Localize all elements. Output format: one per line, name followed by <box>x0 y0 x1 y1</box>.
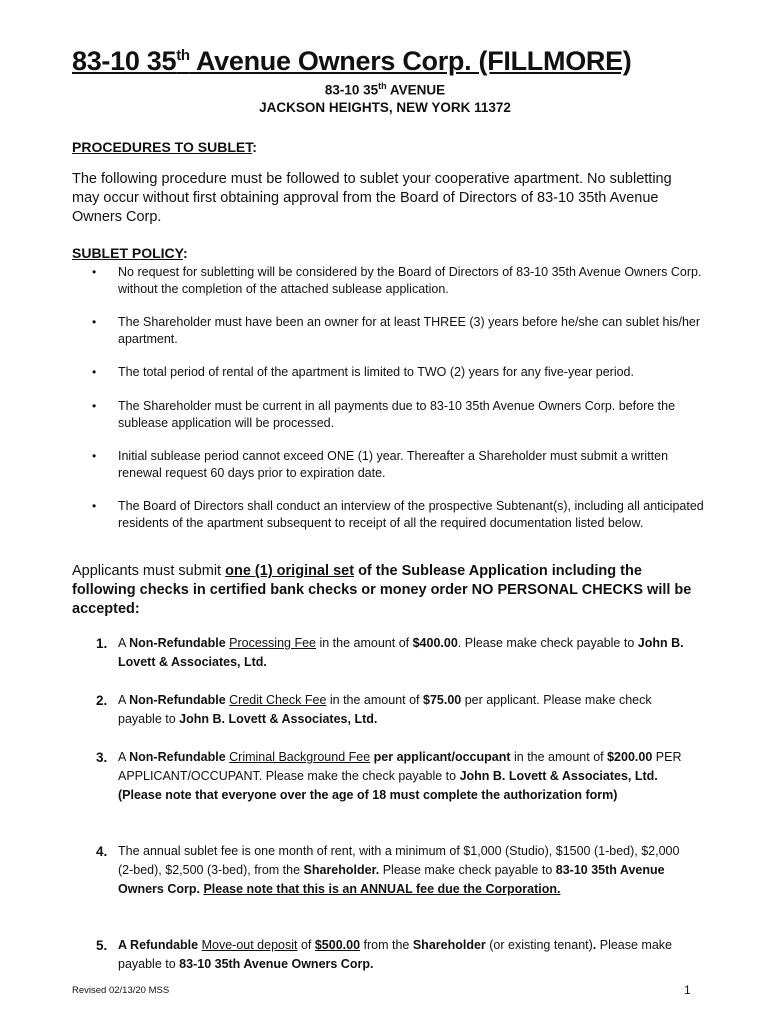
page-number: 1 <box>684 983 691 997</box>
policy-item-text: Initial sublease period cannot exceed ONE (1) year. Thereafter a Shareholder must submit a written renewal request 60 days prior to expiration date. <box>118 449 669 480</box>
fee-payee: 83-10 35th Avenue Owners Corp. <box>179 957 374 971</box>
fee-text-part: A <box>118 636 130 650</box>
fee-text <box>118 936 698 974</box>
title-part: Avenue Owners Corp. (FILLMORE) <box>189 46 632 76</box>
fee-text-part: per applicant. Please make check payable to <box>118 693 652 726</box>
procedures-heading <box>72 139 257 155</box>
fee-text-part: of <box>297 938 315 952</box>
fee-text-part: . <box>592 938 597 952</box>
fee-text <box>118 842 698 899</box>
bullet-icon: • <box>92 499 97 513</box>
bullet-icon: • <box>92 265 97 279</box>
fee-text-part: from the <box>360 938 413 952</box>
bullet-icon: • <box>92 399 97 413</box>
fee-text-part: in the amount of <box>510 750 608 764</box>
policy-heading <box>72 245 188 261</box>
applicants-emphasis: one (1) original set <box>225 563 355 579</box>
fee-text-part: Shareholder. <box>303 863 380 877</box>
fee-text-part: Non-Refundable <box>129 636 226 650</box>
address-superscript: th <box>378 81 387 91</box>
procedures-heading-colon: : <box>252 139 257 155</box>
applicants-text: Applicants must submit <box>72 563 226 579</box>
fee-text <box>118 748 698 805</box>
address-line-2: JACKSON HEIGHTS, NEW YORK 11372 <box>259 100 511 115</box>
bullet-icon: • <box>92 315 97 329</box>
fee-text-part: A <box>118 750 130 764</box>
address-part: 83-10 35 <box>324 82 379 98</box>
policy-heading-colon: : <box>182 245 188 261</box>
bullet-icon: • <box>92 365 97 379</box>
policy-item-text: The Shareholder must be current in all payments due to 83-10 35th Avenue Owners Corp. before the sublease application will be processed. <box>118 399 676 430</box>
address-line-1 <box>0 81 770 98</box>
revision-note: Revised 02/13/20 MSS <box>72 985 170 996</box>
fee-payee: 83-10 35th Avenue Owners Corp. <box>118 863 665 896</box>
address-part: AVENUE <box>386 82 446 98</box>
fee-payee: John B. Lovett & Associates, Ltd. (Please note that everyone over the age of 18 must complete the authorization form) <box>118 769 658 802</box>
fee-text-part: Move-out deposit <box>201 938 298 952</box>
fee-amount: $75.00 <box>423 693 462 707</box>
fee-text-part: Processing Fee <box>229 636 316 650</box>
fee-amount: $400.00 <box>412 636 458 650</box>
fee-amount: $500.00 <box>314 938 361 952</box>
title-part: 83-10 35 <box>72 46 177 76</box>
fee-text-part: . Please make check payable to <box>457 636 638 650</box>
procedures-text: The following procedure must be followed to sublet your cooperative apartment. No subletting may occur without first obtaining approval from the Board of Directors of 83-10 35th Avenue Owners Corp. <box>72 171 672 225</box>
fee-text-part: PER APPLICANT/OCCUPANT. Please make the check payable to <box>118 750 682 783</box>
fee-note: Please note that this is an ANNUAL fee due the Corporation. <box>203 882 561 896</box>
fee-text-part: Please make payable to <box>118 938 672 971</box>
bullet-icon: • <box>92 449 97 463</box>
fee-text-part: Non-Refundable <box>129 693 226 707</box>
fee-text <box>118 691 698 729</box>
fee-text <box>118 634 698 672</box>
applicants-paragraph <box>72 562 692 619</box>
fee-number: 4. <box>96 844 108 859</box>
applicants-emphasis: of the Sublease Application including the following checks in certified bank checks or money order NO PERSONAL CHECKS will be accepted: <box>72 563 692 617</box>
fee-text-part: (or existing tenant) <box>485 938 593 952</box>
fee-number: 5. <box>96 938 108 953</box>
fee-number: 1. <box>96 636 108 651</box>
fee-amount: $200.00 <box>607 750 653 764</box>
fee-number: 2. <box>96 693 108 708</box>
fee-text-part: in the amount of <box>316 636 413 650</box>
fee-text-part: Credit Check Fee <box>229 693 327 707</box>
policy-item-text: The Shareholder must have been an owner for at least THREE (3) years before he/she can sublet his/her apartment. <box>118 315 701 346</box>
title-superscript: th <box>176 47 190 64</box>
policy-item-text: The total period of rental of the apartment is limited to TWO (2) years for any five-year period. <box>118 365 634 379</box>
fee-text-part: Shareholder <box>412 938 486 952</box>
policy-item-text: The Board of Directors shall conduct an interview of the prospective Subtenant(s), including all anticipated residents of the apartment subsequent to receipt of all the required documentation listed below. <box>118 499 704 530</box>
fee-number: 3. <box>96 750 108 765</box>
fee-text-part: Non-Refundable <box>129 750 226 764</box>
fee-text-part: A Refundable <box>118 938 199 952</box>
fee-payee: John B. Lovett & Associates, Ltd. <box>118 636 684 669</box>
procedures-heading-text: PROCEDURES TO SUBLET <box>72 139 253 155</box>
fee-text-part: Criminal Background Fee <box>229 750 371 764</box>
fee-payee: John B. Lovett & Associates, Ltd. <box>179 712 378 726</box>
fee-text-part: per applicant/occupant <box>373 750 511 764</box>
fee-text-part: in the amount of <box>326 693 423 707</box>
policy-heading-text: SUBLET POLICY <box>72 245 183 261</box>
fee-text-part: A <box>118 693 130 707</box>
document-title <box>72 46 632 77</box>
fee-text-part: Please make check payable to <box>379 863 556 877</box>
policy-item-text: No request for subletting will be considered by the Board of Directors of 83-10 35th Avenue Owners Corp. without the completion of the attached sublease application. <box>118 265 702 296</box>
fee-text-part: The annual sublet fee is one month of rent, with a minimum of $1,000 (Studio), $1500 (1-bed), $2,000 (2-bed), $2,500 (3-bed), from the <box>118 844 680 877</box>
